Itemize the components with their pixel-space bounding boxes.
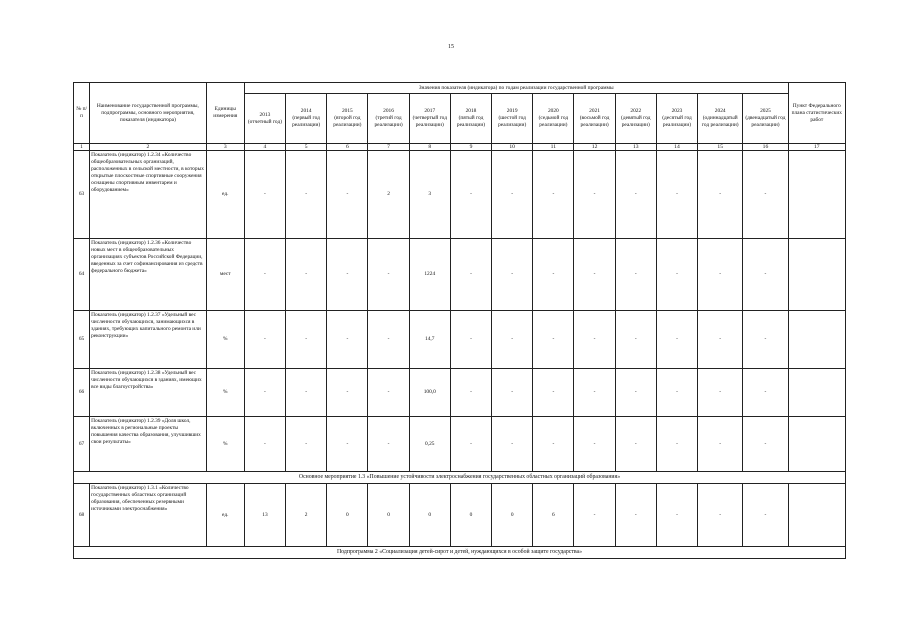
year-label: 2018 — [465, 108, 477, 114]
header-year-2025 — [743, 94, 788, 144]
indicators-table — [73, 82, 846, 559]
value-cell: - — [533, 311, 574, 369]
value-cell: - — [656, 484, 697, 547]
year-sub-label: (второй год реализации) — [333, 115, 362, 128]
indicator-name: Показатель (индикатор) 1.2.37 «Удельный вес численности обучающихся, занимающихся в зданиях, требующих капитального ремонта или реконструкции» — [90, 311, 207, 369]
table-row — [74, 369, 846, 417]
value-cell: - — [327, 369, 368, 417]
value-cell: 100,0 — [409, 369, 450, 417]
value-cell: - — [656, 239, 697, 311]
section-title: Основное мероприятие 1.3 «Повышение устойчивости электроснабжения государственных областных организаций образования» — [74, 472, 846, 484]
value-cell: - — [327, 311, 368, 369]
column-number: 9 — [450, 144, 491, 151]
value-cell: - — [574, 239, 615, 311]
year-label: 2025 — [760, 108, 771, 114]
value-cell: - — [698, 369, 743, 417]
page-number: 15 — [448, 44, 454, 50]
value-cell: - — [698, 239, 743, 311]
year-sub-label: (седьмой год реализации) — [538, 115, 569, 128]
value-cell: - — [492, 417, 533, 472]
year-sub-label: (восьмой год реализации) — [579, 115, 610, 128]
value-cell: - — [450, 239, 491, 311]
value-cell: - — [656, 417, 697, 472]
value-cell: - — [533, 417, 574, 472]
table-row — [74, 311, 846, 369]
value-cell: - — [698, 151, 743, 239]
subprogram-title-row — [74, 547, 846, 559]
year-sub-label: (третий год реализации) — [374, 115, 403, 128]
plan-cell — [788, 239, 845, 311]
column-number: 15 — [698, 144, 743, 151]
value-cell: - — [286, 239, 327, 311]
year-label: 2023 — [671, 108, 683, 114]
value-cell: - — [743, 151, 788, 239]
value-cell: - — [286, 417, 327, 472]
value-cell: - — [368, 369, 409, 417]
value-cell: - — [492, 151, 533, 239]
value-cell: - — [656, 151, 697, 239]
header-year-2022 — [615, 94, 656, 144]
value-cell: - — [533, 369, 574, 417]
value-cell: - — [244, 311, 285, 369]
value-cell: - — [327, 151, 368, 239]
year-label: 2015 — [341, 108, 353, 114]
value-cell: - — [743, 369, 788, 417]
column-number: 7 — [368, 144, 409, 151]
value-cell: - — [615, 417, 656, 472]
value-cell: - — [743, 311, 788, 369]
year-label: 2014 — [300, 108, 312, 114]
column-number: 6 — [327, 144, 368, 151]
unit-cell: ед. — [206, 484, 244, 547]
value-cell: - — [574, 484, 615, 547]
value-cell: 0 — [492, 484, 533, 547]
value-cell: - — [244, 417, 285, 472]
value-cell: - — [368, 311, 409, 369]
value-cell: - — [574, 311, 615, 369]
value-cell: - — [492, 369, 533, 417]
row-number: 63 — [74, 151, 90, 239]
year-label: 2021 — [589, 108, 600, 114]
header-year-2021 — [574, 94, 615, 144]
value-cell: 2 — [286, 484, 327, 547]
header-year-2017 — [409, 94, 450, 144]
table-row — [74, 484, 846, 547]
header-year-2013 — [244, 94, 285, 144]
column-number: 16 — [743, 144, 788, 151]
column-numbers-row — [74, 144, 846, 151]
header-year-2024 — [698, 94, 743, 144]
header-year-2019 — [492, 94, 533, 144]
plan-cell — [788, 151, 845, 239]
header-plan: Пункт Федерального плана статистических работ — [788, 83, 845, 144]
header-name: Наименование государственной программы, подпрограммы, основного мероприятия, показателя (индикатора) — [90, 83, 207, 144]
value-cell: - — [327, 417, 368, 472]
value-cell: - — [615, 484, 656, 547]
year-label: 2013 — [259, 111, 271, 118]
subprogram-title: Подпрограмма 2 «Социализация детей-сирот и детей, нуждающихся в особой защите государства» — [74, 547, 846, 559]
value-cell: - — [286, 151, 327, 239]
value-cell: - — [743, 417, 788, 472]
year-sub-label: (пятый год реализации) — [456, 115, 486, 128]
table-row — [74, 239, 846, 311]
header-values-group: Значения показателя (индикатора) по годам реализации государственной программы — [244, 83, 788, 94]
column-number: 1 — [74, 144, 90, 151]
header-year-2018 — [450, 94, 491, 144]
header-year-2015 — [327, 94, 368, 144]
value-cell: - — [492, 239, 533, 311]
value-cell: - — [286, 369, 327, 417]
value-cell: - — [698, 311, 743, 369]
column-number: 12 — [574, 144, 615, 151]
value-cell: - — [698, 484, 743, 547]
column-number: 14 — [656, 144, 697, 151]
value-cell: 2 — [368, 151, 409, 239]
unit-cell: % — [206, 311, 244, 369]
year-label: 2016 — [383, 108, 394, 114]
indicator-name: Показатель (индикатор) 1.2.39 «Доля школ, включенных в региональные проекты повышения качества образования, улучшивших свои результаты» — [90, 417, 207, 472]
indicator-name: Показатель (индикатор) 1.2.34 «Количество общеобразовательных организаций, расположенных в сельской местности, в которых открытые плоскостные спортивные сооружения оснащены спортивным инвентарем и оборудованием» — [90, 151, 207, 239]
year-label: 2017 — [424, 108, 436, 114]
value-cell: - — [615, 151, 656, 239]
year-label: 2022 — [630, 108, 642, 114]
value-cell: - — [698, 417, 743, 472]
value-cell: 3 — [409, 151, 450, 239]
value-cell: - — [656, 369, 697, 417]
header-year-2016 — [368, 94, 409, 144]
year-label: 2019 — [506, 108, 518, 114]
header-row-top — [74, 83, 846, 94]
value-cell: - — [533, 151, 574, 239]
column-number: 13 — [615, 144, 656, 151]
value-cell: 6 — [533, 484, 574, 547]
section-title-row — [74, 472, 846, 484]
year-sub-label: (девятый год реализации) — [621, 115, 651, 128]
value-cell: - — [492, 311, 533, 369]
year-sub-label: (первый год реализации) — [292, 115, 321, 128]
unit-cell: % — [206, 417, 244, 472]
value-cell: 0 — [368, 484, 409, 547]
table-row — [74, 417, 846, 472]
column-number: 3 — [206, 144, 244, 151]
year-label: 2024 — [714, 108, 726, 114]
row-number: 67 — [74, 417, 90, 472]
value-cell: - — [743, 484, 788, 547]
value-cell: 0 — [409, 484, 450, 547]
row-number: 68 — [74, 484, 90, 547]
row-number: 66 — [74, 369, 90, 417]
value-cell: - — [450, 369, 491, 417]
value-cell: - — [615, 369, 656, 417]
year-sub-label: (четвертый год реализации) — [412, 115, 447, 128]
value-cell: - — [450, 311, 491, 369]
value-cell: 1224 — [409, 239, 450, 311]
unit-cell: % — [206, 369, 244, 417]
value-cell: - — [244, 239, 285, 311]
year-label: 2020 — [547, 108, 559, 114]
value-cell: - — [286, 311, 327, 369]
value-cell: - — [574, 369, 615, 417]
unit-cell: мест — [206, 239, 244, 311]
year-sub-label: (одиннадцатый год реализации) — [701, 115, 739, 128]
value-cell: 14,7 — [409, 311, 450, 369]
year-sub-label: (шестой год реализации) — [498, 115, 527, 128]
header-unit: Единицы измерения — [206, 83, 244, 144]
header-no: № п/п — [74, 83, 90, 144]
value-cell: - — [574, 151, 615, 239]
row-number: 65 — [74, 311, 90, 369]
value-cell: - — [327, 239, 368, 311]
value-cell: 0,25 — [409, 417, 450, 472]
value-cell: - — [244, 151, 285, 239]
plan-cell — [788, 417, 845, 472]
header-year-2014 — [286, 94, 327, 144]
column-number: 4 — [244, 144, 285, 151]
value-cell: - — [615, 311, 656, 369]
value-cell: 0 — [450, 484, 491, 547]
value-cell: - — [244, 369, 285, 417]
plan-cell — [788, 484, 845, 547]
column-number: 10 — [492, 144, 533, 151]
value-cell: - — [533, 239, 574, 311]
year-sub-label: (десятый год реализации) — [662, 115, 692, 128]
value-cell: - — [450, 151, 491, 239]
value-cell: - — [656, 311, 697, 369]
value-cell: - — [368, 417, 409, 472]
column-number: 2 — [90, 144, 207, 151]
table-row — [74, 151, 846, 239]
header-year-2020 — [533, 94, 574, 144]
unit-cell: ед. — [206, 151, 244, 239]
value-cell: - — [450, 417, 491, 472]
value-cell: 0 — [327, 484, 368, 547]
column-number: 11 — [533, 144, 574, 151]
plan-cell — [788, 369, 845, 417]
year-sub-label: (двенадцатый год реализации) — [745, 115, 786, 128]
value-cell: - — [743, 239, 788, 311]
year-sub-label: (отчетный год) — [247, 118, 283, 125]
header-year-2023 — [656, 94, 697, 144]
column-number: 5 — [286, 144, 327, 151]
column-number: 8 — [409, 144, 450, 151]
value-cell: - — [615, 239, 656, 311]
indicator-name: Показатель (индикатор) 1.3.1 «Количество государственных областных организаций образования, обеспеченных резервными источниками электроснабжения» — [90, 484, 207, 547]
value-cell: 13 — [244, 484, 285, 547]
value-cell: - — [368, 239, 409, 311]
column-number: 17 — [788, 144, 845, 151]
value-cell: - — [574, 417, 615, 472]
plan-cell — [788, 311, 845, 369]
indicator-name: Показатель (индикатор) 1.2.38 «Удельный вес численности обучающихся в зданиях, имеющих все виды благоустройства» — [90, 369, 207, 417]
row-number: 64 — [74, 239, 90, 311]
indicator-name: Показатель (индикатор) 1.2.36 «Количество новых мест в общеобразовательных организациях субъектов Российской Федерации, введенных за счет софинансирования из средств федерального бюджета» — [90, 239, 207, 311]
